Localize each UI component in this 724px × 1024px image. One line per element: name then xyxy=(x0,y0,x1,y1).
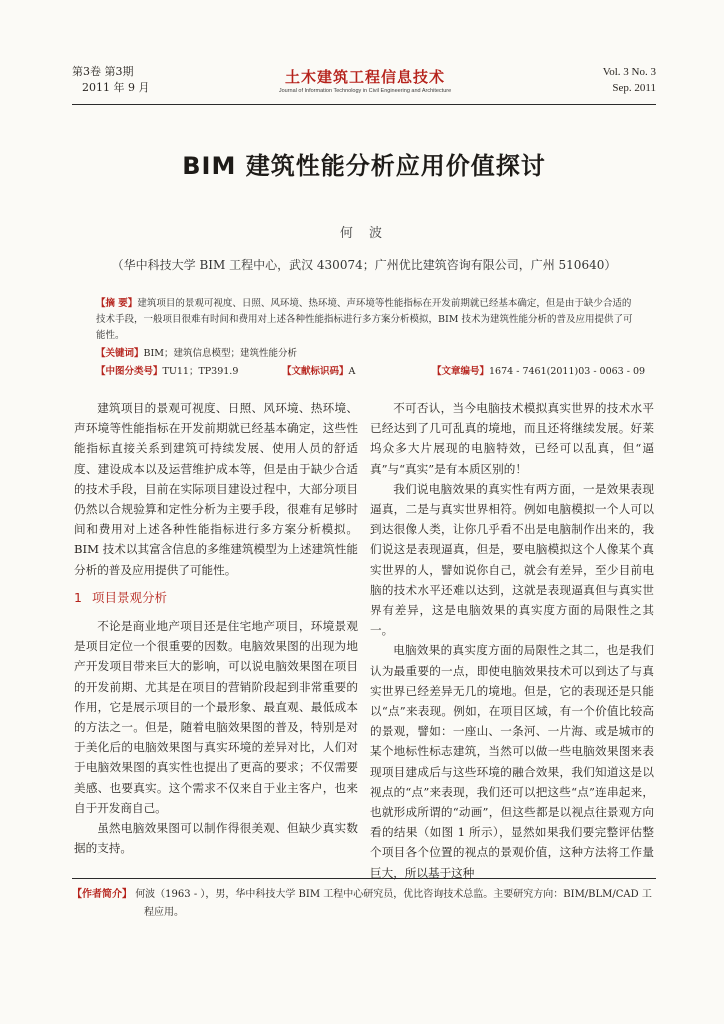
issue-info-en xyxy=(603,64,656,96)
doc-code-label: 【文献标识码】 xyxy=(282,366,349,377)
article-title: BIM 建筑性能分析应用价值探讨 xyxy=(182,152,546,180)
classification-line xyxy=(96,364,656,380)
paragraph: 电脑效果的真实度方面的局限性之其二，也是我们认为最重要的一点，即使电脑效果技术可以到达了与真实世界已经差异无几的境地。但是，它的表现还是只能以“点”来表现。例如，在项目区域，有一个价值比较高的景观，譬如：一座山、一条河、一片海、或是城市的某个地标性标志建筑，当然可以做一些电脑效果图来表现项目建成后与这些环境的融合效果，我们知道这是以视点的“点”来表现，我们还可以把这些“点”连串起来，也就形成所谓的“动画”，但这些都是以视点往景观方向看的结果（如图 1 所示），显然如果我们要完整评估整个项目各个位置的视点的景观价值，这种方法将工作量巨大，所以基于这种 xyxy=(370,643,654,880)
abstract xyxy=(96,296,636,344)
author-footnote xyxy=(72,886,656,922)
issue-info-cn xyxy=(72,64,149,96)
journal-title-cn: 土木建筑工程信息技术 xyxy=(284,68,445,86)
article-id-block xyxy=(432,364,645,380)
author-affiliation: （华中科技大学 BIM 工程中心，武汉 430074；广州优比建筑咨询有限公司，广州 510640） xyxy=(111,258,617,272)
clc-label: 【中图分类号】 xyxy=(96,366,163,377)
doc-code-value: A xyxy=(348,366,356,377)
section-heading-1 xyxy=(74,588,358,608)
keywords-text: BIM；建筑信息模型；建筑性能分析 xyxy=(143,348,297,359)
paragraph: 不论是商业地产项目还是住宅地产项目，环境景观是项目定位一个很重要的因数。电脑效果图的出现为地产开发项目带来巨大的影响，可以说电脑效果图在项目的开发前期、尤其是在项目的营销阶段起到非常重要的作用，它是展示项目的一个最形象、最直观、最低成本的方法之一。但是，随着电脑效果图的普及，特别是对于美化后的电脑效果图与真实环境的差异对比，人们对于电脑效果图的真实性也提出了更高的要求；不仅需要美感、也要真实。这个需求不仅来自于业主客户，也来自于开发商自己。 xyxy=(74,619,358,815)
clc-block xyxy=(96,364,282,380)
date-en: Sep. 2011 xyxy=(612,82,656,94)
abstract-text: 建筑项目的景观可视度、日照、风环境、热环境、声环境等性能指标在开发前期就已经基本确定，但是由于缺少合适的技术手段，一般项目很难有时间和费用对上述各种性能指标进行多方案分析模拟，BIM 技术为建筑性能分析的普及应用提供了可能性。 xyxy=(96,298,633,341)
paragraph: 建筑项目的景观可视度、日照、风环境、热环境、声环境等性能指标在开发前期就已经基本确定，这些性能指标直接关系到建筑可持续发展、使用人员的舒适度、建设成本以及运营维护成本等，但是由于缺少合适的技术手段，目前在实际项目建设过程中，大部分项目仍然以合规验算和定性分析为主要手段，很难有足够时间和费用对上述各种性能指标进行多方案分析模拟。BIM 技术以其富含信息的多维建筑模型为上述建筑性能分析的普及应用提供了可能性。 xyxy=(74,401,358,577)
footnote-label: 【作者简介】 xyxy=(72,889,132,900)
volume-en: Vol. 3 No. 3 xyxy=(602,66,656,78)
journal-title-en: Journal of Information Technology in Civil Engineering and Architecture xyxy=(278,88,452,94)
footnote-text: 何波（1963 - ），男，华中科技大学 BIM 工程中心研究员，优比咨询技术总监。主要研究方向：BIM/BLM/CAD 工 xyxy=(135,889,652,900)
paragraph: 虽然电脑效果图可以制作得很美观、但缺少真实数据的支持。 xyxy=(74,821,358,856)
section-number: 1 xyxy=(74,589,82,605)
footnote-text-continued: 程应用。 xyxy=(144,907,184,918)
article-id-value: 1674 - 7461(2011)03 - 0063 - 09 xyxy=(489,366,646,377)
doc-code-block xyxy=(282,364,432,380)
masthead-rule xyxy=(72,104,656,105)
clc-value: TU11；TP391.9 xyxy=(162,366,239,377)
article-id-label: 【文章编号】 xyxy=(432,366,490,377)
abstract-label: 【摘 要】 xyxy=(96,298,138,309)
keywords xyxy=(96,346,636,362)
masthead xyxy=(72,64,656,104)
volume-cn: 第3卷 第3期 xyxy=(72,65,134,78)
left-column xyxy=(74,398,358,858)
journal-name xyxy=(260,66,470,94)
author-name: 何 波 xyxy=(339,226,389,241)
right-column xyxy=(370,398,654,883)
footnote-rule xyxy=(72,878,656,879)
keywords-label: 【关键词】 xyxy=(96,348,144,359)
date-cn: 2011 年 9 月 xyxy=(82,81,150,94)
paragraph: 不可否认，当今电脑技术模拟真实世界的技术水平已经达到了几可乱真的境地，而且还将继续发展。好莱坞众多大片展现的电脑特效，已经可以乱真，但“逼真”与“真实”是有本质区别的！ xyxy=(370,401,654,476)
paragraph: 我们说电脑效果的真实性有两方面，一是效果表现逼真，二是与真实世界相符。例如电脑模拟一个人可以到达很像人类，让你几乎看不出是电脑制作出来的，我们说这是表现逼真，但是，要电脑模拟这个人像某个真实世界的人，譬如说你自己，就会有差异，至少目前电脑的技术水平还难以达到，这就是表现逼真但与真实世界有差异，这是电脑效果的真实度方面的局限性之其一。 xyxy=(370,481,654,638)
section-title: 项目景观分析 xyxy=(91,589,167,605)
